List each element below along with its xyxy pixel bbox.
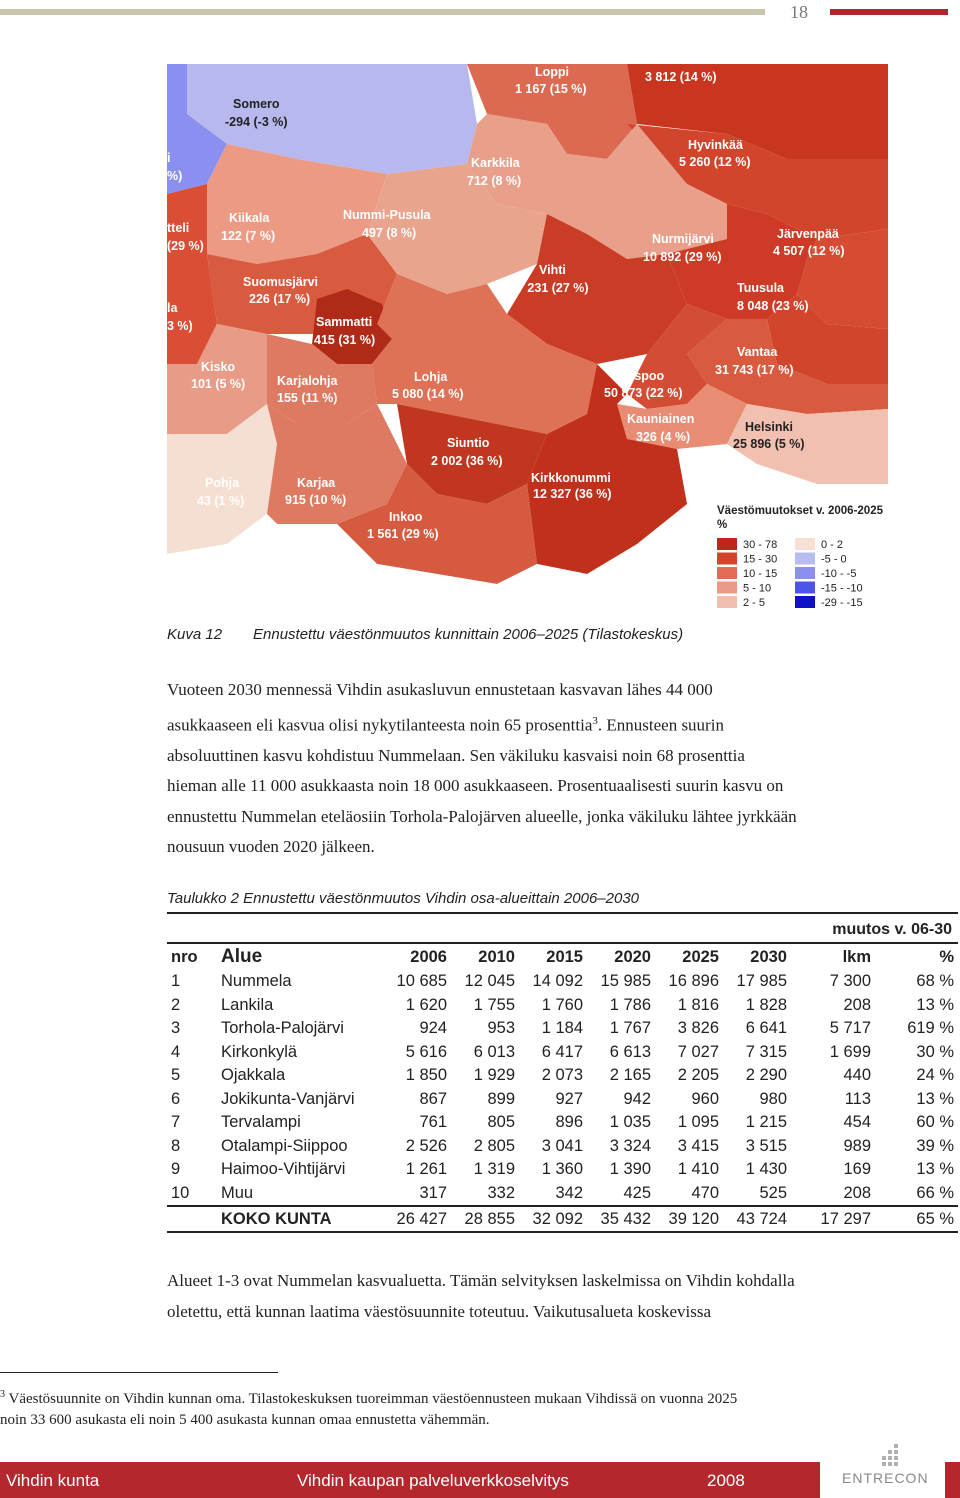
table-cell: Nummela xyxy=(221,972,292,991)
table-cell: 3 415 xyxy=(677,1136,719,1155)
table-cell: 7 300 xyxy=(829,972,871,991)
total-cell: KOKO KUNTA xyxy=(217,1206,387,1232)
table-cell: 1 035 xyxy=(609,1113,651,1132)
table-cell: 1 620 xyxy=(405,995,447,1014)
table-cell: 470 xyxy=(691,1183,719,1202)
table-cell: 14 092 xyxy=(532,972,583,991)
legend-title: Väestömuutokset v. 2006-2025 xyxy=(717,505,883,517)
legend-label: -5 - 0 xyxy=(821,553,847,566)
legend-swatch xyxy=(795,553,815,565)
table-cell: 980 xyxy=(759,1089,787,1108)
table-cell: 9 xyxy=(171,1160,181,1179)
map-label-nurmijarvi-value: 10 892 (29 %) xyxy=(643,250,722,264)
legend-label: -10 - -5 xyxy=(821,568,857,580)
legend-label: -15 - -10 xyxy=(821,582,863,595)
legend-label: 2 - 5 xyxy=(743,597,766,609)
logo-grid-icon xyxy=(880,1444,902,1466)
map-label-vantaa-name: Vantaa xyxy=(737,345,778,359)
table-cell: 3 xyxy=(171,1019,181,1038)
map-label-kauniainen-name: Kauniainen xyxy=(627,412,695,426)
column-header: 2010 xyxy=(451,943,519,970)
paragraph-line: absoluuttinen kasvu kohdistuu Nummelaan. Sen väkiluku kasvaisi noin 68 prosenttia xyxy=(167,745,745,765)
table-cell: 10 685 xyxy=(396,972,447,991)
map-label-kiikala-name: Kiikala xyxy=(229,211,270,225)
map-label-pohja-value: 43 (1 %) xyxy=(197,494,245,508)
table-cell: 6 613 xyxy=(609,1042,651,1061)
total-cell: 17 297 xyxy=(791,1206,875,1232)
map-label-sammatti-name: Sammatti xyxy=(316,315,373,329)
table-cell: 1 410 xyxy=(677,1160,719,1179)
table-cell: 24 % xyxy=(916,1066,954,1085)
table-cell: 2 165 xyxy=(609,1066,651,1085)
legend-label: 10 - 15 xyxy=(743,568,778,580)
map-label-nurmijarvi-name: Nurmijärvi xyxy=(652,232,714,246)
table-cell: 989 xyxy=(843,1136,871,1155)
table-row xyxy=(167,1064,958,1088)
total-cell: 32 092 xyxy=(519,1206,587,1232)
table-row xyxy=(167,1182,958,1207)
paragraph-line: oletettu, että kunnan laatima väestösuunnite toteutuu. Vaikutusalueta koskevissa xyxy=(167,1301,712,1321)
table-cell: 2 205 xyxy=(677,1066,719,1085)
map-label-lohja-name: Lohja xyxy=(414,370,448,384)
map-label-pohja-name: Pohja xyxy=(205,476,240,490)
table-cell: 1 816 xyxy=(677,995,719,1014)
table-cell: 8 xyxy=(171,1136,181,1155)
table-cell: 1 828 xyxy=(745,995,787,1014)
column-header: 2006 xyxy=(387,943,451,970)
table-cell: 805 xyxy=(487,1113,515,1132)
footnote-rule xyxy=(0,1372,278,1373)
table-cell: 1 xyxy=(171,972,181,991)
table-cell: 899 xyxy=(487,1089,515,1108)
table-cell: Tervalampi xyxy=(221,1113,301,1132)
map-label-somero-value: -294 (-3 %) xyxy=(225,115,288,129)
table-cell: 2 073 xyxy=(541,1066,583,1085)
map-label-kirkkonummi-name: Kirkkonummi xyxy=(531,471,611,485)
legend-label: -29 - -15 xyxy=(821,597,863,609)
total-cell: 26 427 xyxy=(387,1206,451,1232)
table-cell: 960 xyxy=(691,1089,719,1108)
table-cell: Torhola-Palojärvi xyxy=(221,1019,344,1038)
table-row xyxy=(167,1041,958,1065)
table-cell: 208 xyxy=(843,995,871,1014)
map-legend xyxy=(707,496,888,616)
table-cell: 5 717 xyxy=(829,1019,871,1038)
map-label-helsinki-name: Helsinki xyxy=(745,420,793,434)
data-table xyxy=(167,942,958,1233)
map-label-vantaa-value: 31 743 (17 %) xyxy=(715,363,794,377)
table-row xyxy=(167,1017,958,1041)
table-cell: 208 xyxy=(843,1183,871,1202)
table-cell: 68 % xyxy=(916,972,954,991)
legend-swatch xyxy=(717,553,737,565)
legend-swatch xyxy=(795,582,815,594)
table-cell: 953 xyxy=(487,1019,515,1038)
map-label-espoo-value: 50 873 (22 %) xyxy=(604,386,683,400)
header-rule-right xyxy=(830,9,948,15)
table-cell: 39 % xyxy=(916,1136,954,1155)
table-row xyxy=(167,994,958,1018)
total-cell: 28 855 xyxy=(451,1206,519,1232)
total-cell: 43 724 xyxy=(723,1206,791,1232)
table-cell: 2 290 xyxy=(745,1066,787,1085)
table-cell: 1 095 xyxy=(677,1113,719,1132)
table-cell: 7 xyxy=(171,1113,181,1132)
page-number: 18 xyxy=(790,2,808,22)
map-label-siuntio-value: 2 002 (36 %) xyxy=(431,454,503,468)
column-header: 2020 xyxy=(587,943,655,970)
footnote-marker: 3 xyxy=(0,1389,5,1400)
table-cell: 6 417 xyxy=(541,1042,583,1061)
legend-swatch xyxy=(795,567,815,579)
table-cell: 5 xyxy=(171,1066,181,1085)
legend-swatch xyxy=(717,567,737,579)
map-label-hyvinkaa-name: Hyvinkää xyxy=(688,138,743,152)
map-label-karjalohja-name: Karjalohja xyxy=(277,374,338,388)
table-cell: 10 xyxy=(171,1183,190,1202)
map-label-ne-value: 3 812 (14 %) xyxy=(645,70,717,84)
table-cell: 454 xyxy=(843,1113,871,1132)
figure-number: Kuva 12 xyxy=(167,626,223,643)
table-cell: 113 xyxy=(844,1089,871,1108)
table-cell: Kirkonkylä xyxy=(221,1042,298,1061)
table-cell: 1 319 xyxy=(473,1160,515,1179)
column-header: % xyxy=(875,943,958,970)
footer-left: Vihdin kunta xyxy=(6,1471,100,1490)
legend-swatch xyxy=(717,596,737,608)
footnote xyxy=(0,1384,955,1431)
body-paragraph-1 xyxy=(167,675,957,863)
choropleth-map xyxy=(167,64,888,616)
map-svg xyxy=(167,64,888,616)
total-cell xyxy=(167,1206,217,1232)
column-header: Alue xyxy=(217,943,387,970)
map-label-inkoo-name: Inkoo xyxy=(389,510,423,524)
table-cell: 1 929 xyxy=(473,1066,515,1085)
table-cell: 3 826 xyxy=(677,1019,719,1038)
table-cell: 15 985 xyxy=(600,972,651,991)
legend-label: 30 - 78 xyxy=(743,539,778,551)
map-label-karkkila-name: Karkkila xyxy=(471,156,520,170)
page-footer xyxy=(0,1462,960,1498)
map-label-inkoo-value: 1 561 (29 %) xyxy=(367,527,439,541)
paragraph-line: hieman alle 11 000 asukkaasta noin 18 000 asukkaaseen. Prosentuaalisesti suurin kasvu on xyxy=(167,776,784,796)
table-cell: 66 % xyxy=(916,1183,954,1202)
map-label-kisko-name: Kisko xyxy=(201,360,236,374)
table-cell: 6 013 xyxy=(473,1042,515,1061)
table-cell: Jokikunta-Vanjärvi xyxy=(221,1089,355,1108)
table-cell: 16 896 xyxy=(668,972,719,991)
table-cell: 896 xyxy=(555,1113,583,1132)
map-edge-fragment: %) xyxy=(167,169,183,183)
table-cell: 169 xyxy=(843,1160,871,1179)
table-cell: 927 xyxy=(555,1089,583,1108)
table-cell: 761 xyxy=(419,1113,447,1132)
table-cell: Otalampi-Siippoo xyxy=(221,1136,348,1155)
table-row xyxy=(167,1088,958,1112)
table-cell: 440 xyxy=(843,1066,871,1085)
table-cell: 60 % xyxy=(916,1113,954,1132)
table-cell: 2 xyxy=(171,995,181,1014)
table-cell: 1 261 xyxy=(405,1160,447,1179)
table-cell: 342 xyxy=(555,1183,583,1202)
table-cell: 5 616 xyxy=(405,1042,447,1061)
map-label-nummi-pusula-value: 497 (8 %) xyxy=(362,226,417,240)
table-cell: 1 850 xyxy=(405,1066,447,1085)
footer-center: Vihdin kaupan palveluverkkoselvitys xyxy=(297,1471,569,1490)
table-cell: 7 027 xyxy=(677,1042,719,1061)
table-cell: 942 xyxy=(623,1089,651,1108)
map-label-hyvinkaa-value: 5 260 (12 %) xyxy=(679,155,751,169)
table-total-row xyxy=(167,1206,958,1232)
figure-caption xyxy=(167,626,683,643)
table-cell: 3 515 xyxy=(745,1136,787,1155)
table-cell: 13 % xyxy=(916,1160,954,1179)
table-cell: 12 045 xyxy=(464,972,515,991)
map-label-jarvenpaa-name: Järvenpää xyxy=(777,227,839,241)
table-cell: 17 985 xyxy=(736,972,787,991)
map-label-karjaa-value: 915 (10 %) xyxy=(285,493,347,507)
table-cell: Ojakkala xyxy=(221,1066,286,1085)
header-rule-left xyxy=(0,9,765,15)
table-cell: 924 xyxy=(419,1019,447,1038)
table-cell: 30 % xyxy=(916,1042,954,1061)
map-label-karjalohja-value: 155 (11 %) xyxy=(277,391,338,405)
column-header: lkm xyxy=(791,943,875,970)
paragraph-line: asukkaaseen eli kasvua olisi nykytilanteesta noin 65 prosenttia$^3$. Ennusteen suurin xyxy=(167,714,724,735)
table-caption: Taulukko 2 Ennustettu väestönmuutos Vihdin osa-alueittain 2006–2030 xyxy=(167,890,640,907)
table-row xyxy=(167,970,958,994)
map-edge-fragment: i xyxy=(167,151,171,165)
table-row xyxy=(167,1135,958,1159)
map-edge-fragment: 3 %) xyxy=(167,319,193,333)
table-cell: 1 699 xyxy=(829,1042,871,1061)
table-cell: 867 xyxy=(419,1089,447,1108)
column-header: 2030 xyxy=(723,943,791,970)
footnote-line: noin 33 600 asukasta eli noin 5 400 asukasta kunnan omaa ennustetta vähemmän. xyxy=(0,1412,490,1428)
column-header: nro xyxy=(167,943,217,970)
map-label-karjaa-name: Karjaa xyxy=(297,476,336,490)
map-label-espoo-name: Espoo xyxy=(626,369,665,383)
map-label-vihti-value: 7 231 (27 %) xyxy=(517,281,589,295)
population-table xyxy=(167,912,958,1233)
map-label-jarvenpaa-value: 4 507 (12 %) xyxy=(773,244,845,258)
table-cell: 4 xyxy=(171,1042,181,1061)
paragraph-line: Vuoteen 2030 mennessä Vihdin asukasluvun ennustetaan kasvavan lähes 44 000 xyxy=(167,680,713,699)
paragraph-line: Alueet 1-3 ovat Nummelan kasvualuetta. Tämän selvityksen laskelmissa on Vihdin kohdalla xyxy=(167,1271,795,1290)
table-cell: 1 184 xyxy=(541,1019,583,1038)
map-label-siuntio-name: Siuntio xyxy=(447,436,490,450)
map-label-loppi-name: Loppi xyxy=(535,65,570,79)
table-cell: 1 430 xyxy=(745,1160,787,1179)
footnote-line: Väestösuunnite on Vihdin kunnan oma. Tilastokeskuksen tuoreimman väestöennusteen mukaan Vihdissä on vuonna 2025 xyxy=(8,1391,738,1407)
table-row xyxy=(167,1158,958,1182)
table-cell: 3 324 xyxy=(609,1136,651,1155)
map-label-kauniainen-value: 326 (4 %) xyxy=(636,430,691,444)
total-cell: 65 % xyxy=(875,1206,958,1232)
table-cell: 525 xyxy=(759,1183,787,1202)
table-cell: 425 xyxy=(623,1183,651,1202)
legend-swatch xyxy=(717,538,737,550)
table-cell: 2 526 xyxy=(405,1136,447,1155)
map-edge-fragment: (29 %) xyxy=(167,239,204,253)
table-header-row xyxy=(167,943,958,970)
legend-label: 0 - 2 xyxy=(821,539,844,551)
column-header: 2025 xyxy=(655,943,723,970)
table-cell: 1 215 xyxy=(745,1113,787,1132)
map-label-vihti-name: Vihti xyxy=(539,263,566,277)
map-label-tuusula-name: Tuusula xyxy=(737,281,784,295)
map-label-helsinki-value: 25 896 (5 %) xyxy=(733,437,805,451)
body-paragraph-2 xyxy=(167,1266,957,1327)
table-cell: 6 641 xyxy=(745,1019,787,1038)
table-cell: 1 786 xyxy=(609,995,651,1014)
table-row xyxy=(167,1111,958,1135)
map-edge-fragment: la xyxy=(167,301,178,315)
map-label-kirkkonummi-value: 12 327 (36 %) xyxy=(533,487,612,501)
map-label-lohja-value: 5 080 (14 %) xyxy=(392,387,464,401)
map-edge-fragment: tteli xyxy=(167,221,190,235)
table-cell: Muu xyxy=(221,1183,254,1202)
table-cell: 2 805 xyxy=(473,1136,515,1155)
map-label-nummi-pusula-name: Nummi-Pusula xyxy=(343,208,431,222)
table-cell: Lankila xyxy=(221,995,274,1014)
total-cell: 35 432 xyxy=(587,1206,655,1232)
map-label-kiikala-value: 122 (7 %) xyxy=(221,229,276,243)
paragraph-line: nousuun vuoden 2020 jälkeen. xyxy=(167,837,375,857)
map-label-suomusjarvi-value: 226 (17 %) xyxy=(249,292,311,306)
map-label-suomusjarvi-name: Suomusjärvi xyxy=(243,275,319,289)
table-cell: 7 315 xyxy=(745,1042,787,1061)
table-cell: 619 % xyxy=(907,1019,954,1038)
table-cell: 1 760 xyxy=(541,995,583,1014)
table-cell: 1 755 xyxy=(473,995,515,1014)
column-header: 2015 xyxy=(519,943,587,970)
table-cell: 6 xyxy=(171,1089,181,1108)
map-label-somero-name: Somero xyxy=(233,97,280,111)
legend-swatch xyxy=(795,538,815,550)
paragraph-line: ennustettu Nummelan eteläosiin Torhola-Palojärven alueelle, jonka väkiluku lähtee jyrkkään xyxy=(167,806,797,826)
legend-swatch xyxy=(795,596,815,608)
table-cell: Haimoo-Vihtijärvi xyxy=(221,1160,346,1179)
table-cell: 1 390 xyxy=(609,1160,651,1179)
table-group-header: muutos v. 06-30 xyxy=(832,921,952,938)
footer-year: 2008 xyxy=(707,1471,745,1490)
legend-label: 5 - 10 xyxy=(743,582,772,595)
table-cell: 1 767 xyxy=(609,1019,651,1038)
figure-caption-text: Ennustettu väestönmuutos kunnittain 2006–2025 (Tilastokeskus) xyxy=(253,626,684,643)
table-cell: 3 041 xyxy=(541,1136,583,1155)
total-cell: 39 120 xyxy=(655,1206,723,1232)
table-cell: 1 360 xyxy=(541,1160,583,1179)
table-cell: 317 xyxy=(419,1183,447,1202)
map-label-loppi-value: 1 167 (15 %) xyxy=(515,82,587,96)
table-cell: 13 % xyxy=(916,1089,954,1108)
entrecon-logo xyxy=(820,1440,945,1498)
footnote-ref: 3 xyxy=(592,714,598,727)
legend-label: 15 - 30 xyxy=(743,553,778,566)
logo-text: ENTRECON xyxy=(842,1470,929,1486)
table-cell: 332 xyxy=(487,1183,515,1202)
table-cell: 13 % xyxy=(916,995,954,1014)
map-label-kisko-value: 101 (5 %) xyxy=(191,377,246,391)
map-label-sammatti-value: 415 (31 %) xyxy=(314,333,376,347)
legend-swatch xyxy=(717,582,737,594)
legend-title-unit: % xyxy=(717,519,728,531)
map-label-tuusula-value: 8 048 (23 %) xyxy=(737,299,809,313)
map-label-karkkila-value: 712 (8 %) xyxy=(467,174,522,188)
